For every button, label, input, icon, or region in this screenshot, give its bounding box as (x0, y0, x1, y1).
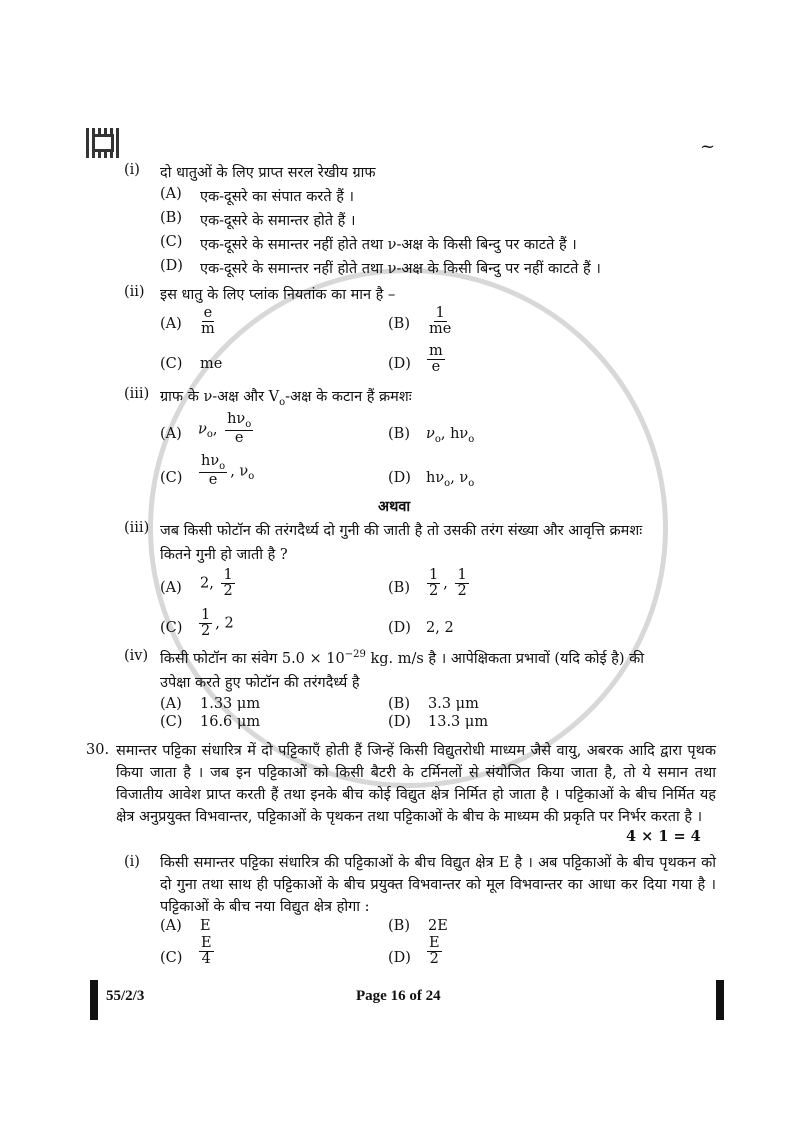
fraction-denominator: me (429, 321, 452, 338)
footer-left-bar (90, 980, 98, 1020)
q-i-option-d-label: (D) (160, 258, 183, 274)
q-ii-option-b (424, 306, 456, 337)
q-iii-option-c-label: (C) (160, 470, 183, 486)
q-ii-option-c-label: (C) (160, 356, 183, 372)
q-iii-number: (iii) (124, 386, 150, 402)
q-i-option-b-label: (B) (160, 210, 182, 226)
q30-paragraph: समान्तर पट्टिका संधारित्र में दो पट्टिकाएँ होती हैं जिन्हें किसी विद्युतरोधी माध्यम जैसे वायु, अबरक आदि द्वारा पृथक किया जाता है । जब इन पट्टिकाओं को किसी बैटरी के टर्मिनलों से संयोजित किया जाता है, तो ये समान तथा विजातीय आवेश प्राप्त करती हैं तथा इनके बीच कोई विद्युत क्षेत्र निर्मित हो जाता है । पट्टिकाओं के बीच निर्मित यह क्षेत्र अनुप्रयुक्त विभवान्तर, पट्टिकाओं के पृथकन तथा पट्टिकाओं के बीच के माध्यम की प्रकृति पर निर्भर करता है । (116, 743, 716, 825)
q-ii-text: इस धातु के लिए प्लांक नियतांक का मान है – (160, 287, 396, 303)
q30-number: 30. (86, 742, 110, 758)
q-ii-option-a-label: (A) (160, 316, 182, 332)
q-ii-option-c: me (200, 356, 223, 372)
q30-i-option-c: $\frac{E}{4}$ (201, 935, 212, 968)
q-iii-option-d-label: (D) (388, 470, 411, 486)
q-iii-alt-option-b: $\frac{1}{2}$ , $\frac{1}{2}$ (429, 567, 467, 600)
q-iv-line1: किसी फोटॉन का संवेग $5.0 \times 10^{-29}$ kg. m/s है । आपेक्षिकता प्रभावों (यदि कोई है) की (160, 649, 645, 667)
q-iv-option-b-label: (B) (388, 696, 410, 712)
q-iii-alt-number: (iii) (124, 520, 150, 536)
q-iv-option-a: 1.33 μm (200, 696, 261, 712)
footer-paper-code: 55/2/3 (106, 988, 145, 1004)
q-ii-option-b-label: (B) (388, 316, 410, 332)
q-iv-option-d: 13.3 μm (428, 714, 489, 730)
q-iii-option-b-label: (B) (388, 426, 410, 442)
q-ii-number: (ii) (124, 284, 145, 300)
or-label: अथवा (378, 498, 411, 515)
q-i-number: (i) (124, 162, 140, 178)
q-iv-option-b: 3.3 μm (428, 696, 479, 712)
footer-page-number: Page 16 of 24 (356, 988, 441, 1004)
qr-code (86, 128, 120, 158)
q-i-option-a: एक-दूसरे का संपात करते हैं । (200, 189, 355, 205)
q-iv-option-c-label: (C) (160, 714, 183, 730)
q30-i-number: (i) (124, 854, 140, 870)
q-iii-text: ग्राफ के ν-अक्ष और $V_o-अक्ष$ के कटान हैं क्रमशः (160, 389, 412, 408)
q30-i-option-b-label: (B) (388, 918, 410, 934)
tilde-mark: ~ (700, 136, 716, 157)
fraction-denominator: m (201, 321, 215, 338)
q-ii-option-d (424, 344, 448, 375)
q-i-option-d: एक-दूसरे के समान्तर नहीं होते तथा ν-अक्ष के किसी बिन्दु पर नहीं काटते हैं । (200, 261, 601, 277)
q-i-option-b: एक-दूसरे के समान्तर होते हैं । (200, 213, 356, 229)
q-iii-option-b: $\nu_o$, $h\nu_o$ (426, 426, 475, 445)
fraction-numerator: e (203, 305, 213, 321)
q-i-text: दो धातुओं के लिए प्राप्त सरल रेखीय ग्राफ (160, 165, 376, 181)
footer-right-bar (716, 980, 724, 1020)
q-iv-option-d-label: (D) (388, 714, 411, 730)
q-iii-alt-option-d: 2, 2 (426, 620, 454, 636)
q-iii-option-a-label: (A) (160, 426, 182, 442)
q30-i-option-d: $\frac{E}{2}$ (429, 935, 440, 968)
fraction-numerator: 1 (435, 305, 445, 321)
q-iii-alt-line1: जब किसी फोटॉन की तरंगदैर्ध्य दो गुनी की जाती है तो उसकी तरंग संख्या और आवृत्ति क्रमशः (160, 523, 643, 539)
q-ii-option-a (196, 306, 220, 337)
q-iv-number: (iv) (124, 648, 149, 664)
q-iii-alt-option-b-label: (B) (388, 580, 410, 596)
q-iii-alt-option-d-label: (D) (388, 620, 411, 636)
fraction-denominator: e (431, 359, 441, 376)
q-iii-alt-option-a-label: (A) (160, 580, 182, 596)
q-iii-alt-option-c: $\frac{1}{2}$ , 2 (201, 607, 234, 640)
q-ii-option-d-label: (D) (388, 356, 411, 372)
q-iv-option-c: 16.6 μm (200, 714, 261, 730)
q-iv-line2: उपेक्षा करते हुए फोटॉन की तरंगदैर्ध्य है (160, 675, 360, 691)
q-i-option-c-label: (C) (160, 234, 183, 250)
q-iii-alt-line2: कितने गुनी हो जाती है ? (160, 547, 288, 563)
q-iii-alt-option-c-label: (C) (160, 620, 183, 636)
q30-marks: 4 × 1 = 4 (626, 828, 701, 845)
q-iii-option-d: $h\nu_o$, $\nu_o$ (426, 470, 475, 489)
q30-i-text: किसी समान्तर पट्टिका संधारित्र की पट्टिकाओं के बीच विद्युत क्षेत्र E है । अब पट्टिकाओं के बीच पृथकन को दो गुना तथा साथ ही पट्टिकाओं के बीच प्रयुक्त विभवान्तर को मूल विभवान्तर का आधा कर दिया गया है । पट्टिकाओं के बीच नया विद्युत क्षेत्र होगा : (160, 855, 716, 915)
q30-i-option-d-label: (D) (388, 950, 411, 966)
q30-i-option-a-label: (A) (160, 918, 182, 934)
q-i-option-a-label: (A) (160, 186, 182, 202)
q30-i-option-b: 2E (428, 918, 448, 934)
q-iii-option-a: $\nu_o$, $\frac{h\nu_o}{e}$ (198, 411, 252, 447)
q-iv-option-a-label: (A) (160, 696, 182, 712)
q30-i-option-c-label: (C) (160, 950, 183, 966)
fraction-numerator: m (429, 343, 443, 359)
q-iii-option-c: $\frac{h\nu_o}{e}$ , $\nu_o$ (201, 453, 255, 489)
q-iii-alt-option-a: 2, $\frac{1}{2}$ (200, 567, 233, 600)
q-i-option-c: एक-दूसरे के समान्तर नहीं होते तथा ν-अक्ष के किसी बिन्दु पर काटते हैं । (200, 237, 577, 253)
q30-i-option-a: E (200, 918, 211, 934)
